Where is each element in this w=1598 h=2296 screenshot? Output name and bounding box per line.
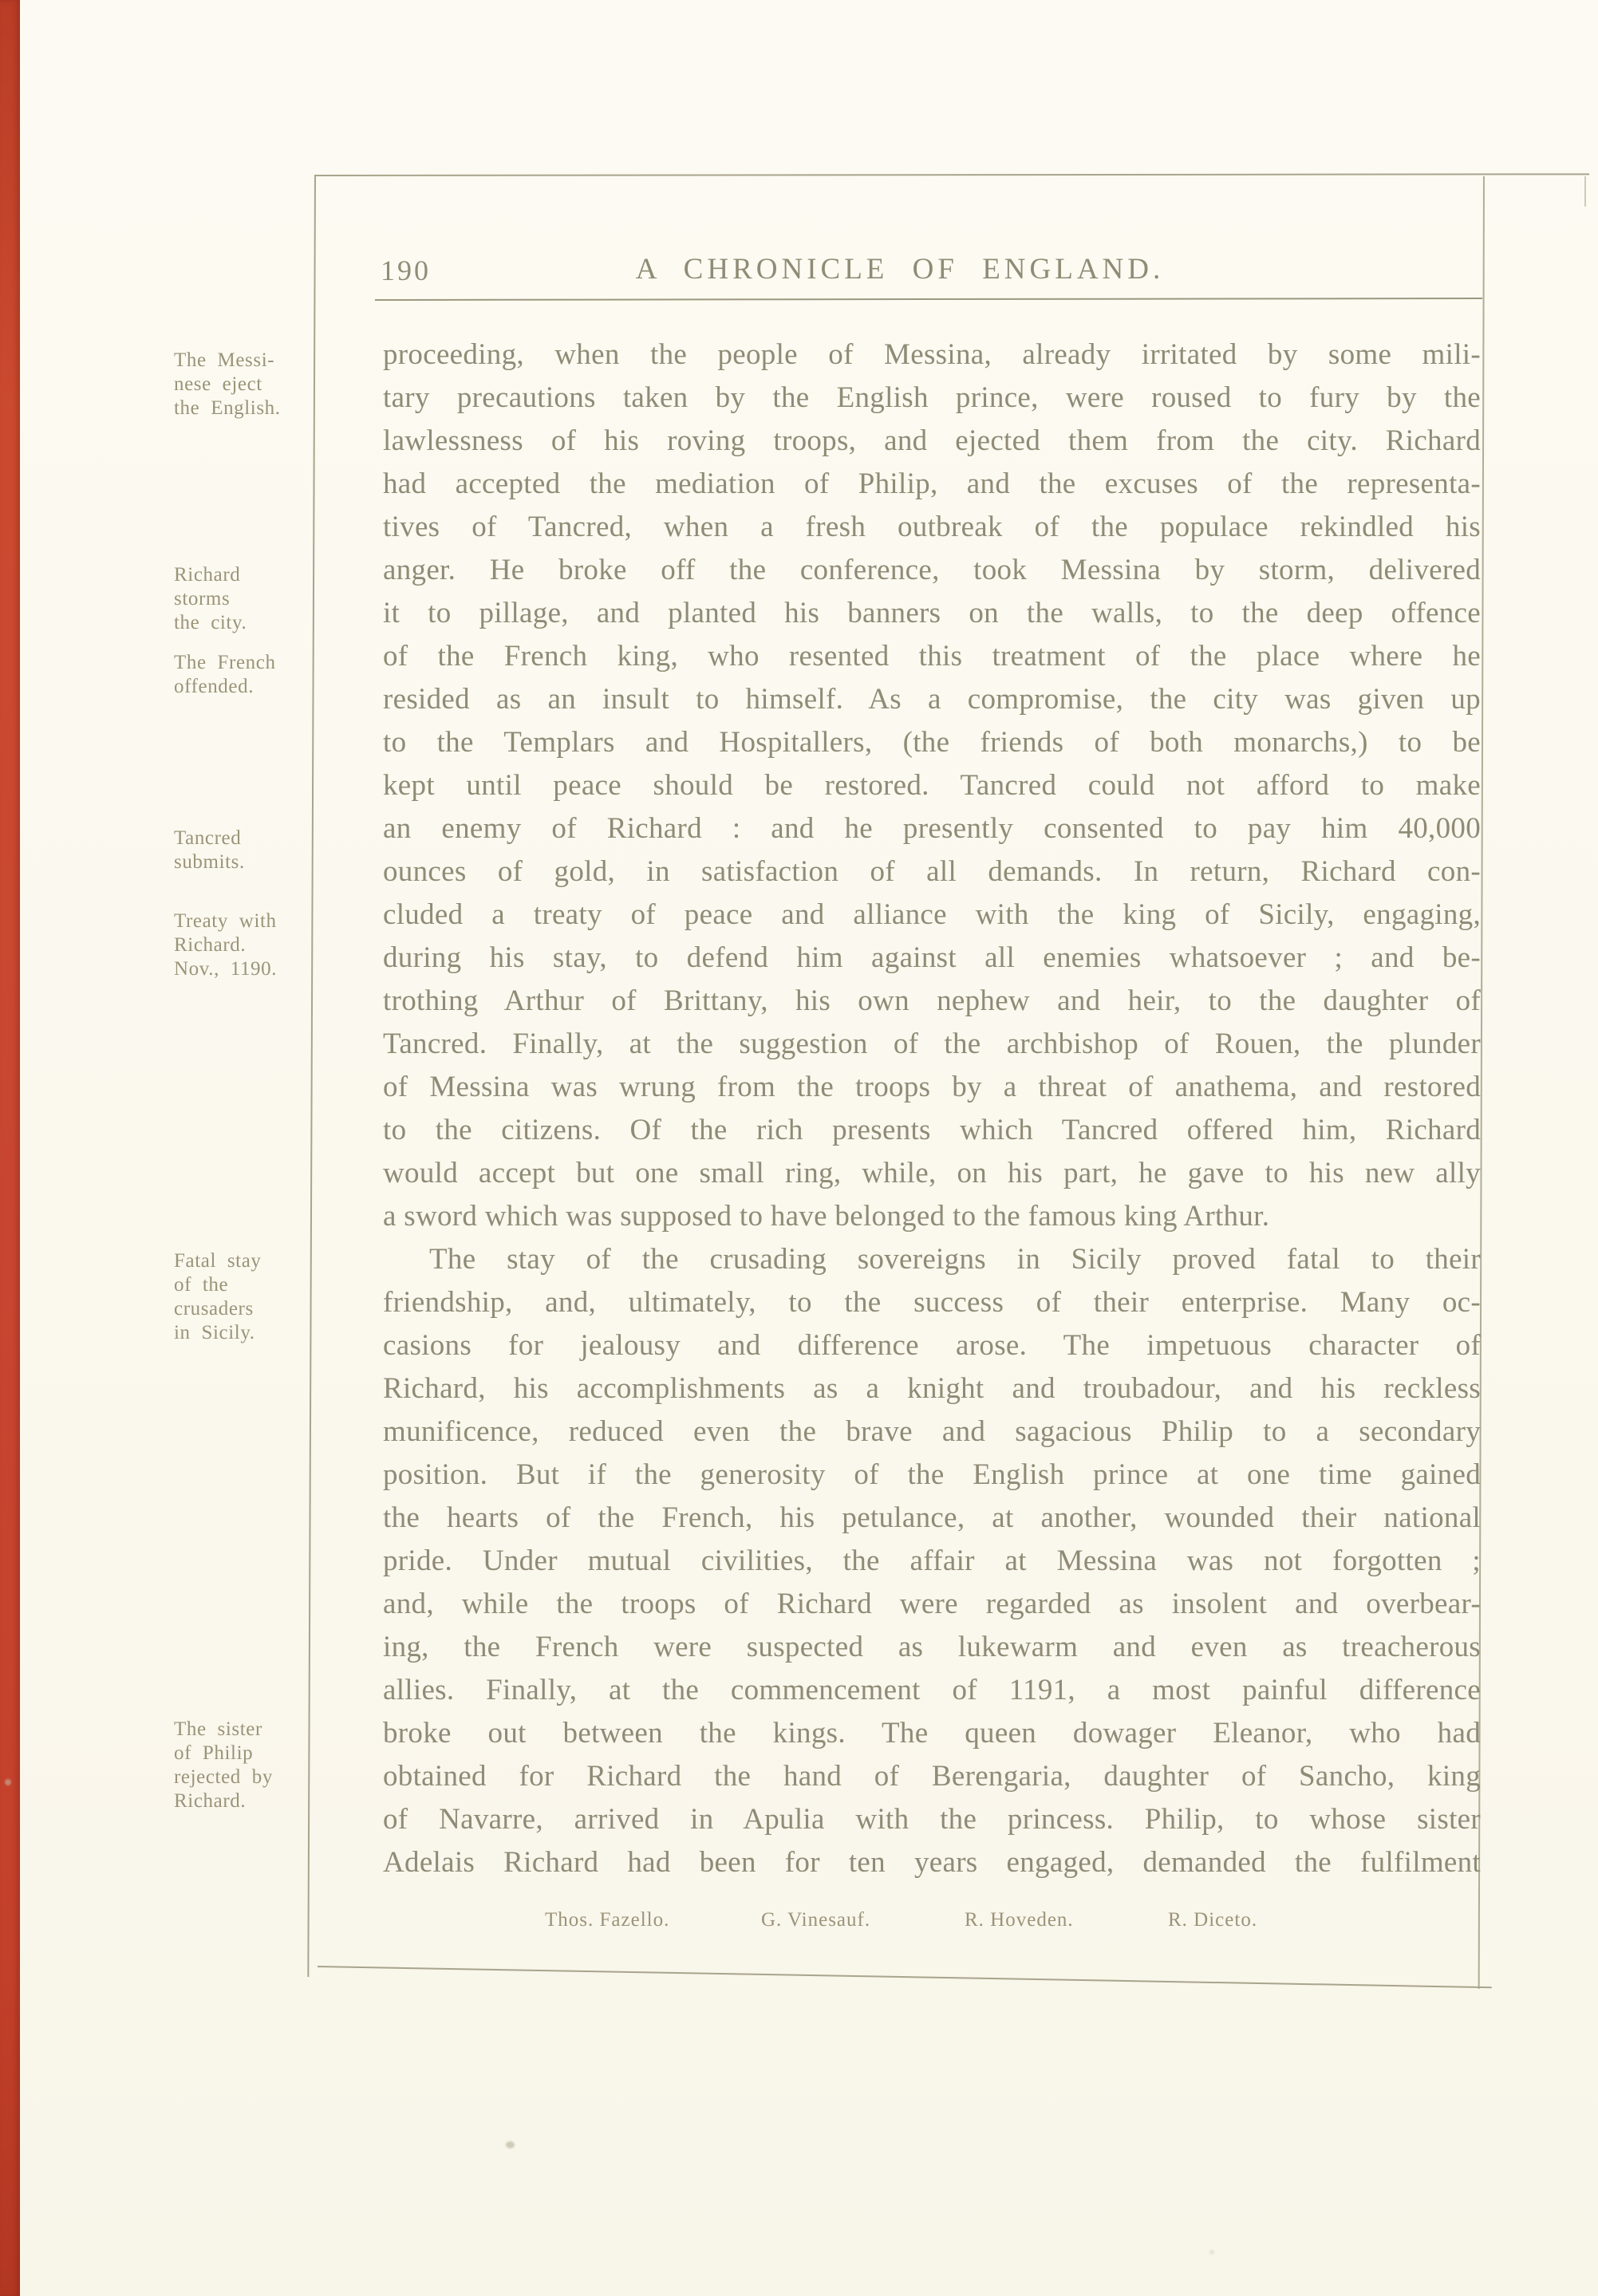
body-line: to the Templars and Hospitallers, (the friends of both monarchs,) to be [383, 726, 1481, 759]
footnote-source: Thos. Fazello. [545, 1909, 670, 1931]
body-line: casions for jealousy and difference arose. The impetuous character of [383, 1329, 1481, 1362]
footnote-source: R. Hoveden. [965, 1909, 1074, 1931]
margin-note-line: the English. [174, 397, 281, 419]
scan-speck [506, 2141, 515, 2148]
body-line: during his stay, to defend him against all enemies whatsoever ; and be- [383, 941, 1481, 974]
margin-note-line: Tancred [174, 827, 242, 849]
book-red-edge-strip [0, 0, 20, 2296]
body-line: ing, the French were suspected as lukewarm and even as treacherous [383, 1631, 1481, 1663]
frame-top-rule [314, 173, 1589, 176]
body-line: allies. Finally, at the commencement of 1191, a most painful difference [383, 1674, 1481, 1706]
margin-note-line: Richard [174, 564, 241, 586]
body-line: tives of Tancred, when a fresh outbreak of the populace rekindled his [383, 511, 1481, 543]
body-line: an enemy of Richard : and he presently consented to pay him 40,000 [383, 812, 1481, 845]
body-line: obtained for Richard the hand of Berengaria, daughter of Sancho, king [383, 1760, 1481, 1793]
margin-note-line: of the [174, 1274, 229, 1296]
margin-note-line: nese eject [174, 373, 262, 395]
body-line: had accepted the mediation of Philip, and the excuses of the representa- [383, 467, 1481, 500]
margin-note [174, 651, 322, 699]
footnote-source: R. Diceto. [1168, 1909, 1258, 1931]
body-line: munificence, reduced even the brave and sagacious Philip to a secondary [383, 1415, 1481, 1448]
body-line: ounces of gold, in satisfaction of all demands. In return, Richard con- [383, 855, 1481, 888]
body-line: lawlessness of his roving troops, and ejected them from the city. Richard [383, 424, 1481, 457]
margin-note-line: in Sicily. [174, 1322, 255, 1343]
margin-note-line: rejected by [174, 1766, 273, 1788]
body-line: tary precautions taken by the English prince, were roused to fury by the [383, 381, 1481, 414]
margin-note-line: The sister [174, 1718, 262, 1740]
header-rule [375, 298, 1482, 301]
body-line: friendship, and, ultimately, to the success of their enterprise. Many oc- [383, 1286, 1481, 1319]
body-line: and, while the troops of Richard were regarded as insolent and overbear- [383, 1588, 1481, 1620]
margin-note-line: Treaty with [174, 910, 277, 932]
footnote-sources [0, 1909, 1598, 1941]
margin-note-line: crusaders [174, 1298, 254, 1320]
footnote-source: G. Vinesauf. [761, 1909, 871, 1931]
scan-speck [1209, 2250, 1214, 2255]
page-title: A CHRONICLE OF ENGLAND. [635, 253, 1165, 286]
margin-note [174, 909, 322, 981]
body-line: kept until peace should be restored. Tancred could not afford to make [383, 769, 1481, 802]
margin-note-line: offended. [174, 676, 254, 697]
margin-note-line: The Messi- [174, 349, 275, 371]
frame-corner-stub [1584, 176, 1586, 207]
body-line: Tancred. Finally, at the suggestion of the archbishop of Rouen, the plunder [383, 1028, 1481, 1060]
margin-note-line: Nov., 1190. [174, 958, 278, 980]
scan-speck [5, 1779, 11, 1785]
body-line: position. But if the generosity of the English prince at one time gained [383, 1458, 1481, 1491]
body-line: it to pillage, and planted his banners on the walls, to the deep offence [383, 597, 1481, 629]
body-line: of the French king, who resented this treatment of the place where he [383, 640, 1481, 673]
margin-note-line: the city. [174, 612, 247, 633]
body-line: of Messina was wrung from the troops by a threat of anathema, and restored [383, 1071, 1481, 1103]
body-line: resided as an insult to himself. As a compromise, the city was given up [383, 683, 1481, 716]
body-line: to the citizens. Of the rich presents which Tancred offered him, Richard [383, 1114, 1481, 1146]
body-line: pride. Under mutual civilities, the affair at Messina was not forgotten ; [383, 1544, 1481, 1577]
margin-note-line: storms [174, 588, 231, 610]
margin-note [174, 1718, 322, 1813]
page-number: 190 [381, 254, 431, 286]
body-line: of Navarre, arrived in Apulia with the princess. Philip, to whose sister [383, 1803, 1481, 1836]
margin-note-line: Richard. [174, 934, 247, 956]
margin-note-line: Fatal stay [174, 1250, 262, 1272]
body-line: Adelais Richard had been for ten years engaged, demanded the fulfilment [383, 1846, 1481, 1879]
body-line: anger. He broke off the conference, took Messina by storm, delivered [383, 554, 1481, 586]
frame-left-rule [307, 176, 316, 1977]
body-line: The stay of the crusading sovereigns in Sicily proved fatal to their [429, 1243, 1481, 1276]
margin-note [174, 563, 322, 635]
body-text [383, 333, 1481, 1884]
margin-note-line: submits. [174, 851, 245, 873]
body-line: trothing Arthur of Brittany, his own nephew and heir, to the daughter of [383, 984, 1481, 1017]
margin-note-line: The French [174, 652, 276, 673]
body-line: the hearts of the French, his petulance, at another, wounded their national [383, 1501, 1481, 1534]
body-line: would accept but one small ring, while, on his part, he gave to his new ally [383, 1157, 1481, 1189]
margin-note-line: Richard. [174, 1790, 247, 1812]
margin-note-line: of Philip [174, 1742, 254, 1764]
margin-note [174, 1249, 322, 1345]
frame-bottom-rule [318, 1966, 1492, 1988]
body-line: Richard, his accomplishments as a knight and troubadour, and his reckless [383, 1372, 1481, 1405]
body-line: a sword which was supposed to have belonged to the famous king Arthur. [383, 1200, 1270, 1233]
body-line: cluded a treaty of peace and alliance with the king of Sicily, engaging, [383, 898, 1481, 931]
body-line: proceeding, when the people of Messina, already irritated by some mili- [383, 338, 1481, 371]
body-line: broke out between the kings. The queen dowager Eleanor, who had [383, 1717, 1481, 1750]
margin-note [174, 349, 322, 420]
margin-note [174, 826, 322, 874]
